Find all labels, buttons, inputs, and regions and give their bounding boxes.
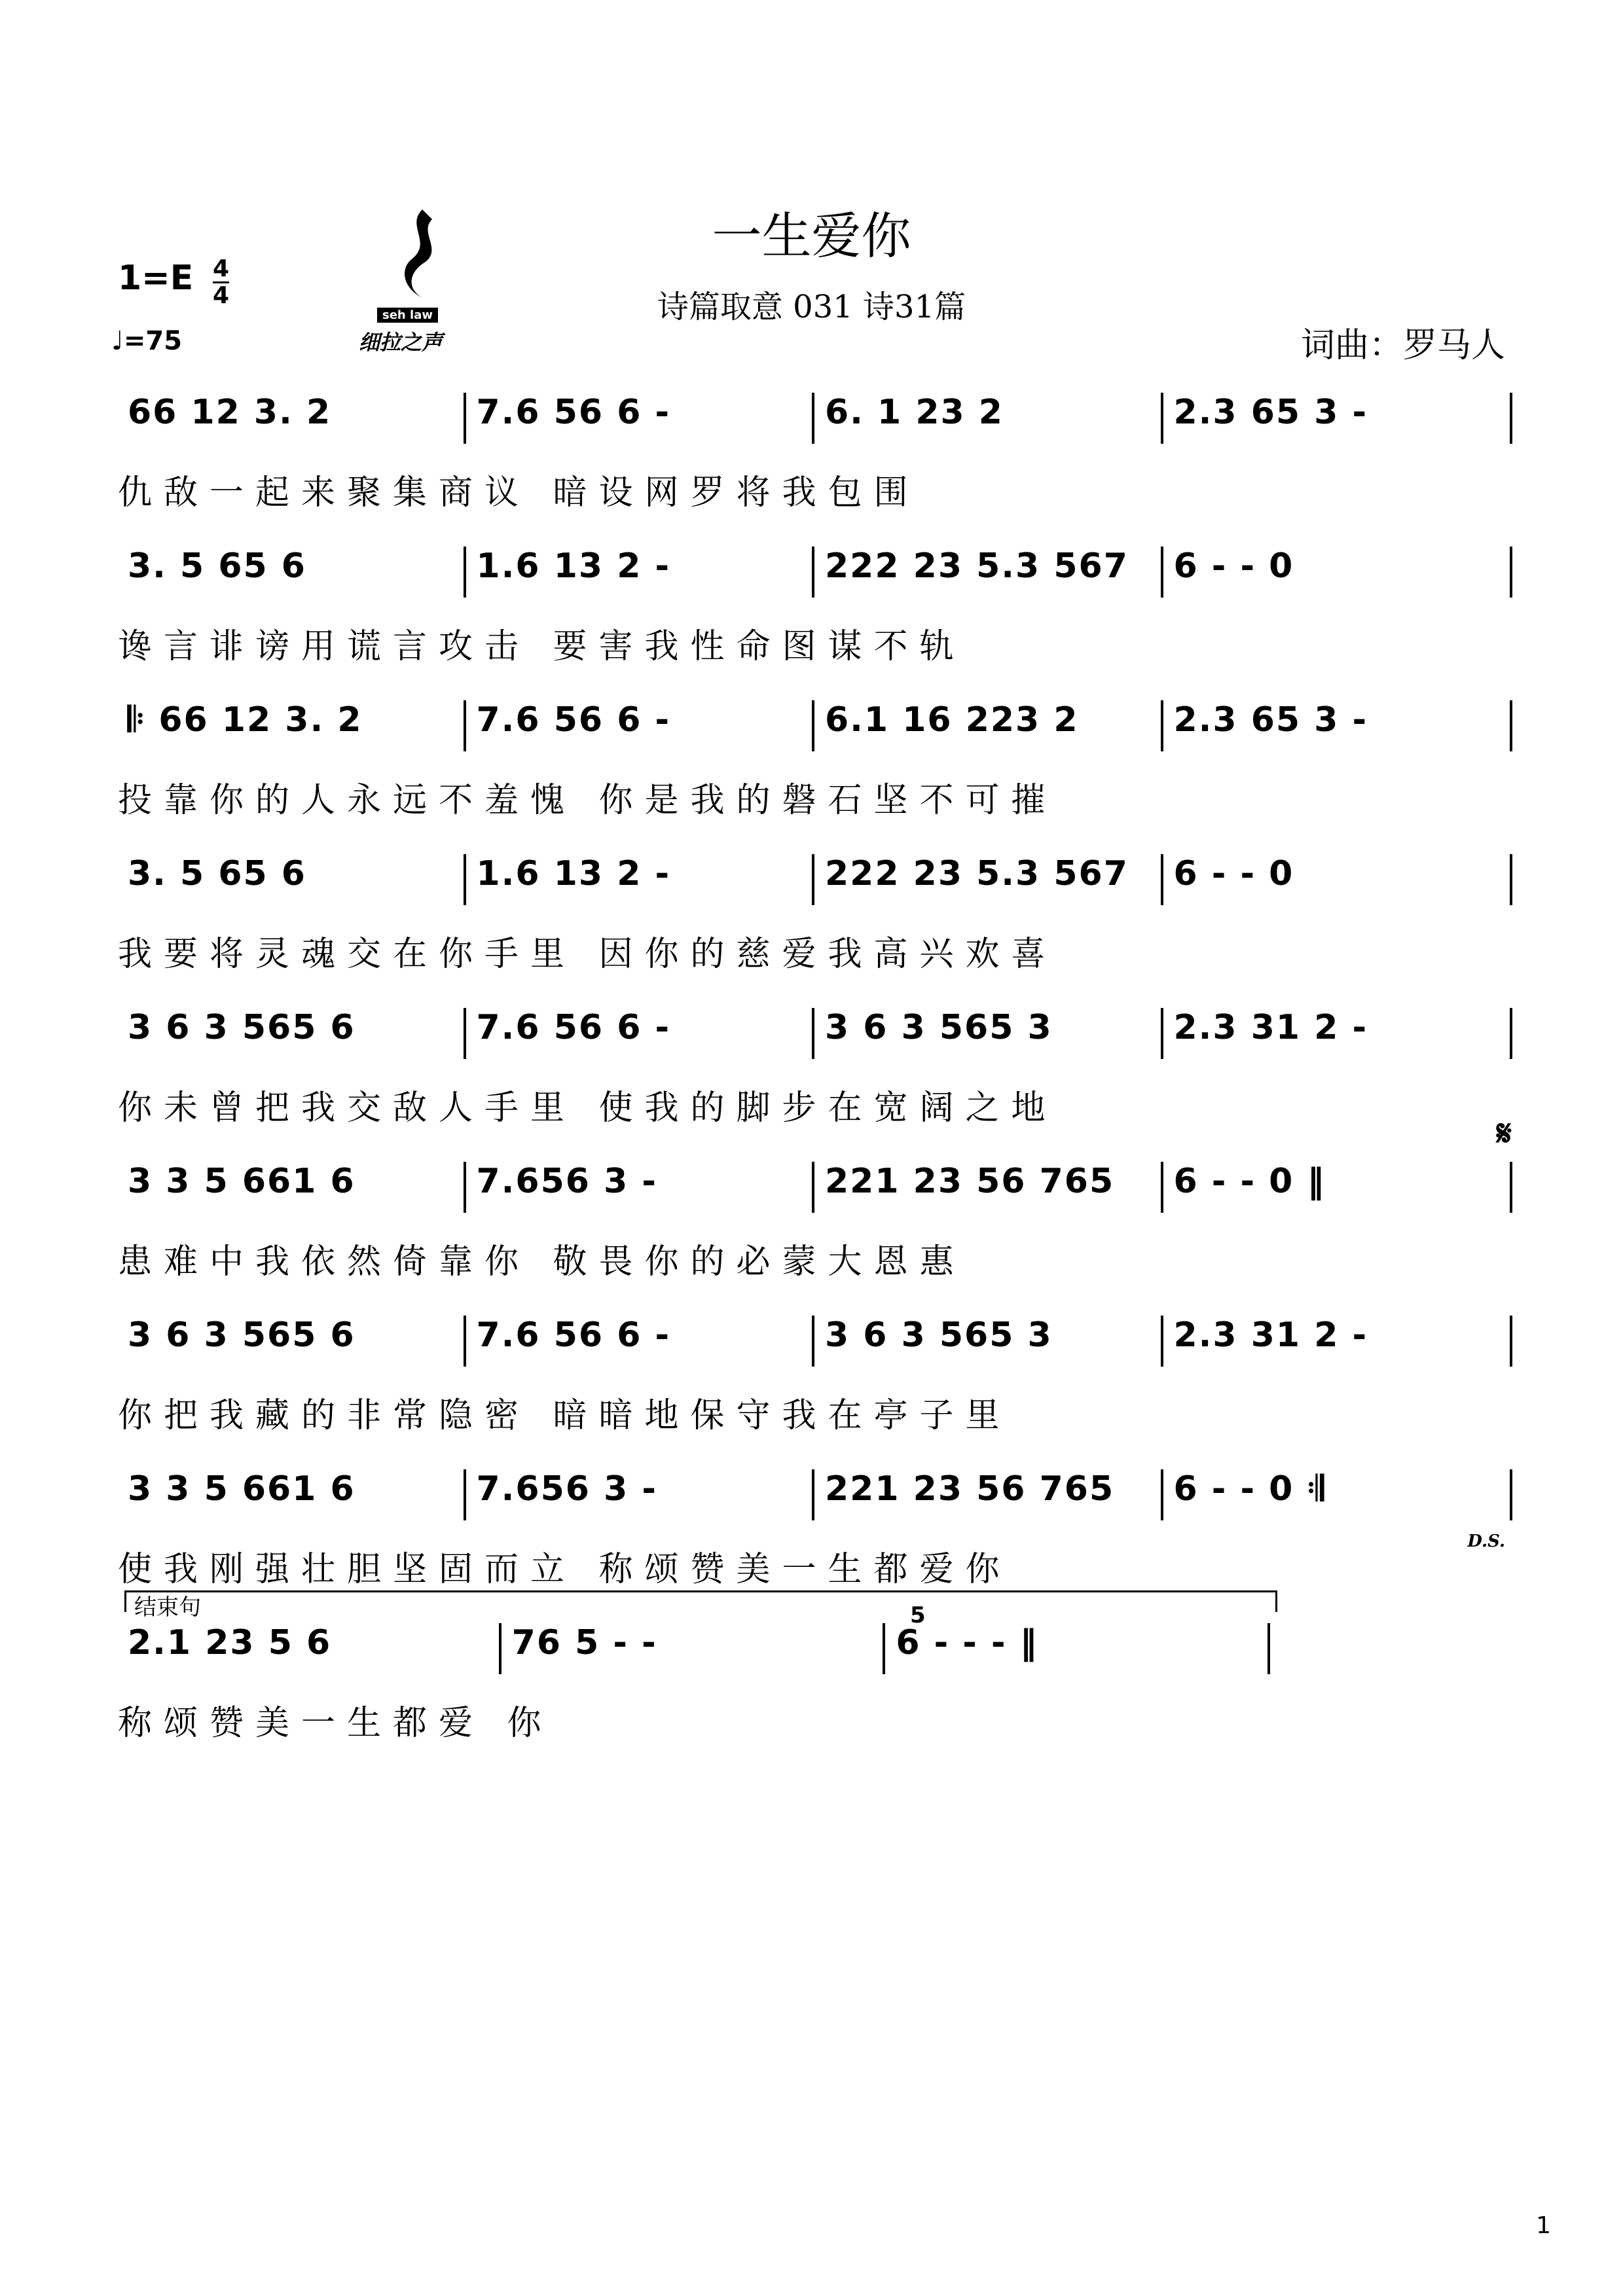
measure: 6. 1 23 2 [825, 393, 1004, 432]
measure: 7.6 56 6 - [476, 1316, 671, 1355]
bar-line [464, 854, 466, 905]
measure: 2.3 65 3 - [1173, 700, 1368, 740]
time-signature-top: 4 [213, 255, 230, 282]
lyric-line: 你未曾把我交敌人手里 使我的脚步在宽阔之地 [118, 1088, 1057, 1128]
measure: 222 23 5.3 567 [825, 854, 1129, 893]
notation-row [118, 1316, 1512, 1363]
measure: 2.3 31 2 - [1173, 1008, 1368, 1047]
bar-line [1510, 700, 1512, 751]
measure: 1.6 13 2 - [476, 547, 671, 586]
logo-box: seh law [377, 308, 438, 323]
bar-line [812, 1162, 814, 1213]
lyric-line: 谗言诽谤用谎言攻击 要害我性命图谋不轨 [118, 627, 966, 666]
time-signature [213, 257, 229, 308]
ending-bracket [124, 1590, 1277, 1612]
bar-line [1161, 1469, 1163, 1520]
tempo-mark: ♩=75 [111, 326, 183, 356]
measure: 2.3 31 2 - [1173, 1316, 1368, 1355]
bar-line [812, 700, 814, 751]
bar-line [812, 1008, 814, 1059]
measure: 7.6 56 6 - [476, 1008, 671, 1047]
bar-line [1510, 854, 1512, 905]
measure: 6 - - 0 ‖ [1173, 1162, 1326, 1201]
bar-line [464, 393, 466, 444]
bar-line [464, 1008, 466, 1059]
measure: 6 - - 0 [1173, 854, 1294, 893]
measure: 3. 5 65 6 [128, 854, 306, 893]
measure: 6.1 16 223 2 [825, 700, 1079, 740]
measure: 76 5 - - [511, 1623, 657, 1662]
lyric-line: 投靠你的人永远不羞愧 你是我的磐石坚不可摧 [118, 781, 1057, 820]
bar-line [1510, 1316, 1512, 1367]
measure: 6 - - - ‖ [896, 1623, 1038, 1662]
notation-row [118, 700, 1512, 747]
bar-line [1161, 700, 1163, 751]
bar-line [1510, 1008, 1512, 1059]
bar-line [1161, 1162, 1163, 1213]
bar-line [1161, 854, 1163, 905]
bar-line [1161, 393, 1163, 444]
bar-line [883, 1623, 885, 1674]
bar-line [812, 1316, 814, 1367]
measure: 221 23 56 765 [825, 1469, 1115, 1509]
measure: 6 - - 0 [1173, 547, 1294, 586]
bar-line [812, 393, 814, 444]
lyric-line: 使我刚强壮胆坚固而立 称颂赞美一生都爱你 [118, 1550, 1012, 1589]
bar-line [812, 854, 814, 905]
lyric-line: 仇敌一起来聚集商议 暗设网罗将我包围 [118, 473, 920, 512]
bar-line [1510, 1469, 1512, 1520]
logo-text: 细拉之声 [359, 330, 443, 355]
measure: 3 6 3 565 6 [128, 1008, 356, 1047]
bar-line [464, 1316, 466, 1367]
measure: 3 6 3 565 6 [128, 1316, 356, 1355]
page-number: 1 [1536, 2212, 1551, 2239]
bar-line [1161, 1008, 1163, 1059]
measure: 7.6 56 6 - [476, 700, 671, 740]
ending-label: 结束句 [134, 1594, 201, 1621]
notation-row [118, 1469, 1512, 1516]
notation-row [118, 1162, 1512, 1209]
measure: 2.1 23 5 6 [128, 1623, 332, 1662]
lyric-line: 我要将灵魂交在你手里 因你的慈爱我高兴欢喜 [118, 935, 1057, 974]
segno-sign: 𝄋 [1496, 1113, 1512, 1154]
notation-row [118, 1623, 1512, 1670]
measure: 1.6 13 2 - [476, 854, 671, 893]
notation-row [118, 547, 1512, 594]
measure: 3. 5 65 6 [128, 547, 306, 586]
measure: 222 23 5.3 567 [825, 547, 1129, 586]
measure: 6 - - 0 𝄇 [1173, 1469, 1325, 1509]
logo-icon [386, 206, 445, 304]
bar-line [499, 1623, 501, 1674]
notation-row [118, 1008, 1512, 1055]
measure: 7.6 56 6 - [476, 393, 671, 432]
time-signature-bottom: 4 [213, 282, 230, 309]
ds-mark: D.S. [1467, 1532, 1505, 1551]
bar-line [1510, 547, 1512, 598]
measure: 7.656 3 - [476, 1469, 657, 1509]
measure: 3 3 5 661 6 [128, 1469, 356, 1509]
lyric-line: 你把我藏的非常隐密 暗暗地保守我在亭子里 [118, 1396, 1012, 1435]
bar-line [812, 547, 814, 598]
bar-line [1161, 1316, 1163, 1367]
measure: 3 3 5 661 6 [128, 1162, 356, 1201]
bar-line [812, 1469, 814, 1520]
grace-note: 5 [910, 1602, 926, 1628]
measure: 𝄆 66 12 3. 2 [128, 700, 363, 740]
measure: 3 6 3 565 3 [825, 1008, 1053, 1047]
song-subtitle: 诗篇取意 031 诗31篇 [657, 289, 966, 325]
key-signature: 1=E [118, 259, 194, 298]
bar-line [1161, 547, 1163, 598]
lyric-line: 患难中我依然倚靠你 敬畏你的必蒙大恩惠 [118, 1242, 966, 1282]
bar-line [464, 700, 466, 751]
bar-line [464, 1162, 466, 1213]
lyric-line: 称颂赞美一生都爱 你 [118, 1704, 553, 1743]
measure: 7.656 3 - [476, 1162, 657, 1201]
measure: 66 12 3. 2 [128, 393, 332, 432]
bar-line [1510, 393, 1512, 444]
credit: 词曲：罗马人 [1300, 326, 1505, 365]
notation-row [118, 854, 1512, 901]
notation-row [118, 393, 1512, 440]
bar-line [1267, 1623, 1270, 1674]
measure: 3 6 3 565 3 [825, 1316, 1053, 1355]
bar-line [464, 547, 466, 598]
bar-line [1510, 1162, 1512, 1213]
measure: 221 23 56 765 [825, 1162, 1115, 1201]
song-title: 一生爱你 [712, 207, 911, 265]
bar-line [464, 1469, 466, 1520]
measure: 2.3 65 3 - [1173, 393, 1368, 432]
